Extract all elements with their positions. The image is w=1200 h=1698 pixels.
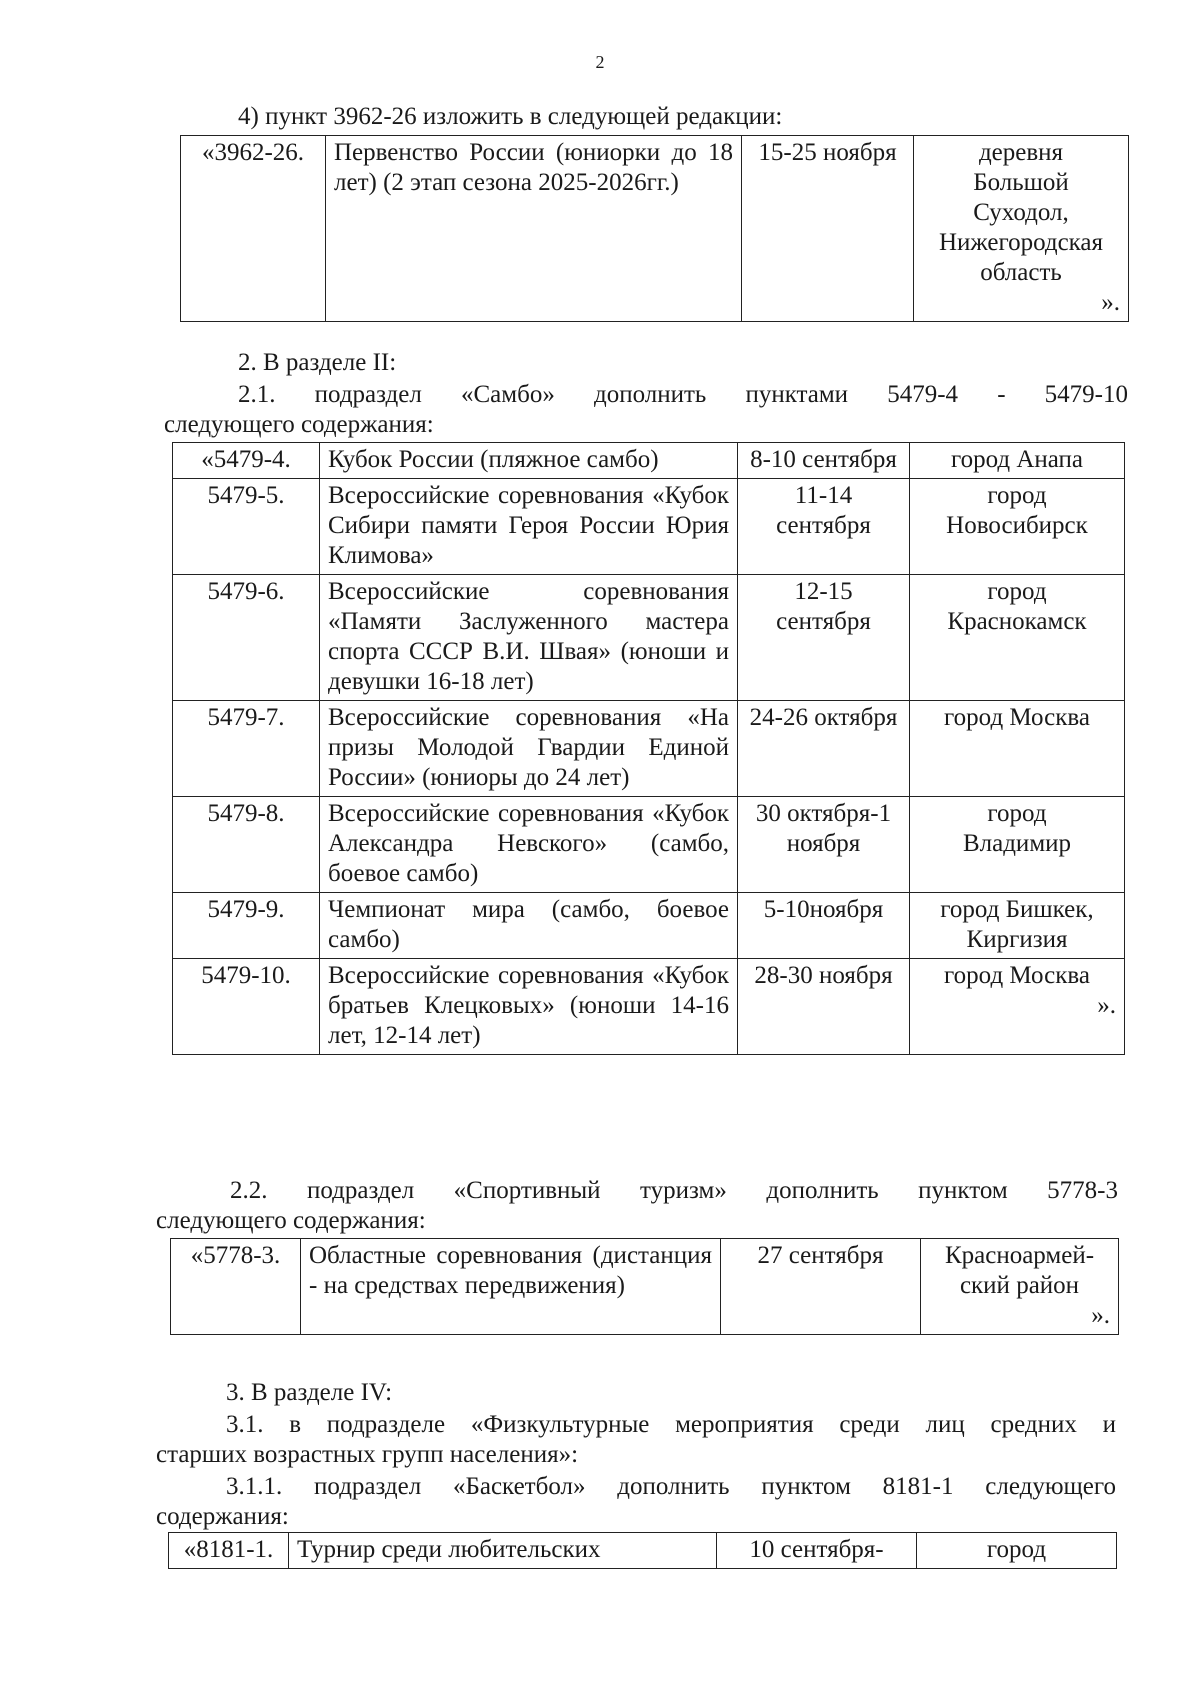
item-number: 5479-9. xyxy=(173,893,320,959)
place-line: город Бишкек, xyxy=(940,896,1094,923)
event-place xyxy=(914,136,1129,322)
item-number: «3962-26. xyxy=(181,136,326,322)
place-line: деревня xyxy=(978,139,1064,166)
section31-line2: старших возрастных групп населения»: xyxy=(156,1441,579,1468)
event-date: 24-26 октября xyxy=(738,701,910,797)
event-name: Всероссийские соревнования «Кубок Александра Невского» (самбо, боевое самбо) xyxy=(320,797,738,893)
table-sambo xyxy=(172,442,1125,1055)
event-name: Всероссийские соревнования «На призы Молодой Гвардии Единой России» (юниоры до 24 лет) xyxy=(320,701,738,797)
event-name: Областные соревнования (дистанция - на средствах передвижения) xyxy=(301,1239,721,1335)
event-name: Первенство России (юниорки до 18 лет) (2 этап сезона 2025-2026гг.) xyxy=(326,136,742,322)
item-number: 5479-7. xyxy=(173,701,320,797)
event-date: 10 сентября- xyxy=(717,1533,917,1569)
table-row xyxy=(171,1239,1119,1335)
event-place xyxy=(917,1533,1117,1569)
place-line: ский район xyxy=(959,1272,1080,1299)
event-date: 27 сентября xyxy=(721,1239,921,1335)
event-name: Турнир среди любительских xyxy=(289,1533,717,1569)
event-place xyxy=(910,959,1125,1055)
event-place xyxy=(910,479,1125,575)
section3-heading: 3. В разделе IV: xyxy=(226,1379,393,1406)
event-place xyxy=(910,797,1125,893)
event-date: 30 октября-1 ноября xyxy=(738,797,910,893)
place-line: Киргизия xyxy=(966,926,1068,953)
event-name: Всероссийские соревнования «Кубок братьев Клецковых» (юноши 14-16 лет, 12-14 лет) xyxy=(320,959,738,1055)
table-basketball xyxy=(168,1532,1117,1569)
table-row xyxy=(173,893,1125,959)
place-line: Краснокамск xyxy=(947,608,1087,635)
event-date: 11-14 сентября xyxy=(738,479,910,575)
place-line: Владимир xyxy=(962,830,1072,857)
section311-line2: содержания: xyxy=(156,1503,289,1530)
place-line: город xyxy=(987,800,1047,827)
table-3962 xyxy=(180,135,1129,322)
item-number: «5778-3. xyxy=(171,1239,301,1335)
section21-line2: следующего содержания: xyxy=(164,411,434,438)
event-date: 28-30 ноября xyxy=(738,959,910,1055)
event-date: 12-15 сентября xyxy=(738,575,910,701)
closing-quote: ». xyxy=(1101,289,1120,316)
item-number: «8181-1. xyxy=(169,1533,289,1569)
table-row xyxy=(173,701,1125,797)
section2-heading: 2. В разделе II: xyxy=(238,349,397,376)
event-date: 8-10 сентября xyxy=(738,443,910,479)
table-row xyxy=(173,479,1125,575)
place-line: город xyxy=(987,578,1047,605)
event-date: 15-25 ноября xyxy=(742,136,914,322)
event-name: Всероссийские соревнования «Памяти Заслуженного мастера спорта СССР В.И. Швая» (юноши и девушки 16-18 лет) xyxy=(320,575,738,701)
table-row xyxy=(173,797,1125,893)
item4-intro: 4) пункт 3962-26 изложить в следующей редакции: xyxy=(238,103,783,130)
place-line: область xyxy=(980,259,1062,286)
event-name: Всероссийские соревнования «Кубок Сибири памяти Героя России Юрия Климова» xyxy=(320,479,738,575)
place-line: город xyxy=(986,1536,1047,1563)
page-number: 2 xyxy=(595,52,605,72)
item-number: 5479-5. xyxy=(173,479,320,575)
table-row xyxy=(181,136,1129,322)
event-place xyxy=(921,1239,1119,1335)
section22-line1: 2.2. подраздел «Спортивный туризм» дополнить пунктом 5778-3 xyxy=(230,1177,1118,1204)
place-line: Нижегородская xyxy=(938,229,1104,256)
place-line: Суходол, xyxy=(973,199,1069,226)
place-line: Новосибирск xyxy=(946,512,1088,539)
item-number: 5479-8. xyxy=(173,797,320,893)
event-place xyxy=(910,893,1125,959)
item-number: «5479-4. xyxy=(173,443,320,479)
place-line: город xyxy=(987,482,1047,509)
place-line: город Анапа xyxy=(950,446,1084,473)
event-date: 5-10ноября xyxy=(738,893,910,959)
event-name: Кубок России (пляжное самбо) xyxy=(320,443,738,479)
event-place xyxy=(910,701,1125,797)
event-place xyxy=(910,443,1125,479)
place-line: Большой xyxy=(973,169,1069,196)
table-row xyxy=(169,1533,1117,1569)
place-line: город Москва xyxy=(944,704,1090,731)
closing-quote: ». xyxy=(1097,992,1116,1019)
section21-line1: 2.1. подраздел «Самбо» дополнить пунктами 5479-4 - 5479-10 xyxy=(238,381,1128,408)
section22-line2: следующего содержания: xyxy=(156,1207,426,1234)
table-row xyxy=(173,959,1125,1055)
table-row xyxy=(173,443,1125,479)
table-row xyxy=(173,575,1125,701)
place-line: Красноармей- xyxy=(944,1242,1095,1269)
item-number: 5479-10. xyxy=(173,959,320,1055)
event-name: Чемпионат мира (самбо, боевое самбо) xyxy=(320,893,738,959)
item-number: 5479-6. xyxy=(173,575,320,701)
table-tourism xyxy=(170,1238,1119,1335)
closing-quote: ». xyxy=(1091,1302,1110,1329)
event-place xyxy=(910,575,1125,701)
place-line: город Москва xyxy=(944,962,1090,989)
section31-line1: 3.1. в подразделе «Физкультурные мероприятия среди лиц средних и xyxy=(226,1411,1116,1438)
section311-line1: 3.1.1. подраздел «Баскетбол» дополнить пунктом 8181-1 следующего xyxy=(226,1473,1116,1500)
